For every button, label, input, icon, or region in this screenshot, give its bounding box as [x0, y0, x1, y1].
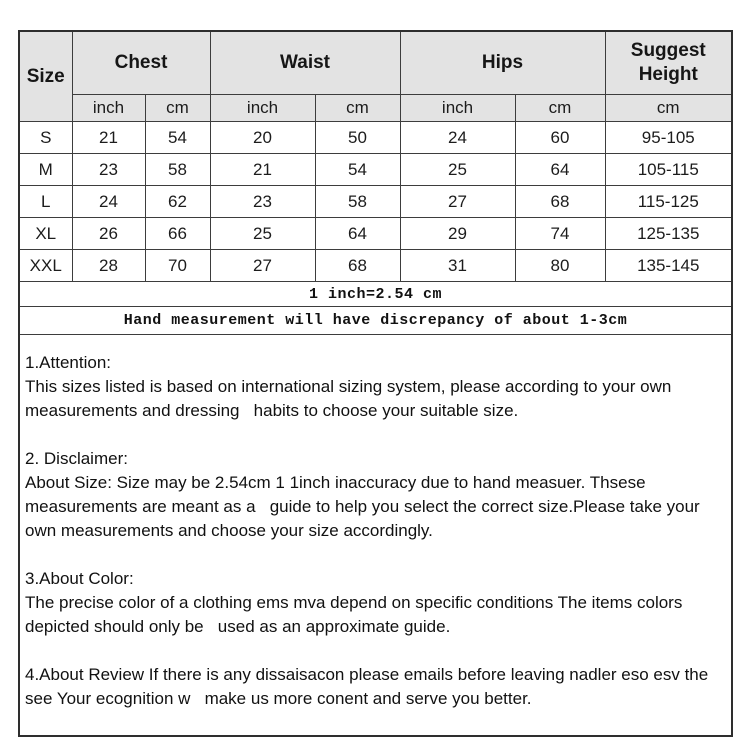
cell-hips-inch: 27 [400, 186, 515, 218]
paragraph-about-review-body: 4.About Review If there is any dissaisacon please emails before leaving nadler eso esv the see Your ecognition w make us more conent and serve you better. [25, 665, 713, 708]
cell-waist-cm: 54 [315, 154, 400, 186]
note-measurement-discrepancy: Hand measurement will have discrepancy of about 1-3cm [19, 307, 732, 335]
cell-height-range: 95-105 [605, 122, 732, 154]
paragraph-attention-body: This sizes listed is based on international sizing system, please according to your own measurements and dressing habits to choose your suitable size. [25, 377, 677, 420]
unit-waist-cm: cm [315, 95, 400, 122]
cell-waist-inch: 21 [210, 154, 315, 186]
paragraph-about-color [25, 567, 725, 639]
cell-hips-inch: 25 [400, 154, 515, 186]
cell-hips-cm: 74 [515, 218, 605, 250]
cell-chest-cm: 66 [145, 218, 210, 250]
col-header-waist: Waist [210, 31, 400, 95]
info-text-row [19, 335, 732, 737]
paragraph-about-color-title: 3.About Color: [25, 569, 134, 588]
unit-hips-cm: cm [515, 95, 605, 122]
info-text-cell [19, 335, 732, 737]
col-header-size: Size [19, 31, 72, 122]
cell-height-range: 125-135 [605, 218, 732, 250]
cell-chest-inch: 28 [72, 250, 145, 282]
cell-chest-inch: 21 [72, 122, 145, 154]
row-size-label: XL [19, 218, 72, 250]
col-header-chest: Chest [72, 31, 210, 95]
cell-hips-cm: 68 [515, 186, 605, 218]
col-header-hips: Hips [400, 31, 605, 95]
cell-chest-cm: 58 [145, 154, 210, 186]
cell-height-range: 115-125 [605, 186, 732, 218]
paragraph-attention-title: 1.Attention: [25, 353, 112, 372]
cell-chest-inch: 26 [72, 218, 145, 250]
cell-hips-cm: 64 [515, 154, 605, 186]
cell-chest-inch: 23 [72, 154, 145, 186]
unit-hips-inch: inch [400, 95, 515, 122]
cell-hips-inch: 29 [400, 218, 515, 250]
table-row-m [19, 154, 732, 186]
col-header-suggest-height: Suggest Height [605, 31, 732, 95]
cell-hips-cm: 60 [515, 122, 605, 154]
header-group-row [19, 31, 732, 95]
cell-waist-cm: 68 [315, 250, 400, 282]
row-size-label: M [19, 154, 72, 186]
cell-waist-inch: 23 [210, 186, 315, 218]
cell-height-range: 105-115 [605, 154, 732, 186]
cell-waist-inch: 20 [210, 122, 315, 154]
paragraph-disclaimer-body: About Size: Size may be 2.54cm 1 1inch inaccuracy due to hand measuer. Thsese measurements are meant as a guide to help you select the correct size.Please take your own measurements and choose your size accordingly. [25, 473, 705, 540]
paragraph-about-review [25, 663, 725, 711]
row-size-label: L [19, 186, 72, 218]
table-row-xl [19, 218, 732, 250]
row-size-label: S [19, 122, 72, 154]
unit-chest-cm: cm [145, 95, 210, 122]
paragraph-disclaimer-title: 2. Disclaimer: [25, 449, 128, 468]
cell-chest-cm: 62 [145, 186, 210, 218]
paragraph-about-color-body: The precise color of a clothing ems mva depend on specific conditions The items colors depicted should only be used as an approximate guide. [25, 593, 688, 636]
cell-height-range: 135-145 [605, 250, 732, 282]
paragraph-disclaimer [25, 447, 725, 543]
note-row-measurement-discrepancy [19, 307, 732, 335]
cell-waist-inch: 25 [210, 218, 315, 250]
cell-hips-inch: 31 [400, 250, 515, 282]
cell-waist-cm: 50 [315, 122, 400, 154]
cell-chest-cm: 54 [145, 122, 210, 154]
paragraph-attention [25, 351, 725, 423]
cell-chest-inch: 24 [72, 186, 145, 218]
cell-waist-cm: 58 [315, 186, 400, 218]
note-inch-conversion: 1 inch=2.54 cm [19, 282, 732, 307]
row-size-label: XXL [19, 250, 72, 282]
table-row-l [19, 186, 732, 218]
cell-waist-cm: 64 [315, 218, 400, 250]
unit-height-cm: cm [605, 95, 732, 122]
header-unit-row [19, 95, 732, 122]
table-row-s [19, 122, 732, 154]
cell-chest-cm: 70 [145, 250, 210, 282]
table-row-xxl [19, 250, 732, 282]
cell-hips-cm: 80 [515, 250, 605, 282]
note-row-inch-conversion [19, 282, 732, 307]
unit-chest-inch: inch [72, 95, 145, 122]
cell-hips-inch: 24 [400, 122, 515, 154]
cell-waist-inch: 27 [210, 250, 315, 282]
size-chart-table [18, 30, 733, 737]
unit-waist-inch: inch [210, 95, 315, 122]
